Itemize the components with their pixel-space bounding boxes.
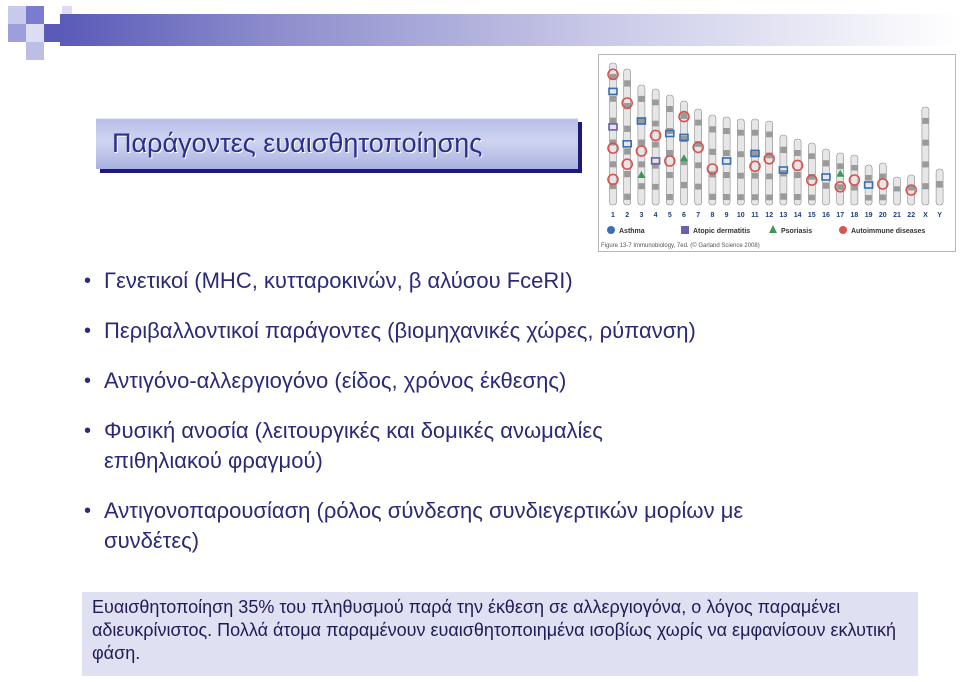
chromosome-band <box>624 80 630 86</box>
legend-psoriasis-icon <box>769 225 777 233</box>
decor-square <box>8 6 26 24</box>
bullet-text: Γενετικοί (MHC, κυτταροκινών, β αλύσου FceRI) <box>104 268 573 293</box>
chromosome-band <box>922 183 928 189</box>
bullet-dot-icon: • <box>84 320 92 342</box>
chromosome-band <box>780 193 786 199</box>
figure-caption: Figure 13-7 Immunobiology, 7ed. (© Garland Science 2008) <box>601 243 760 249</box>
chromosome-label-10: 10 <box>736 212 745 219</box>
bullet-dot-icon: • <box>84 370 92 392</box>
chromosome-band <box>922 118 928 124</box>
chromosome-band <box>922 161 928 167</box>
chromosome-band <box>695 162 701 168</box>
chromosome-band <box>667 194 673 200</box>
bullet-antigen-presentation <box>84 496 774 556</box>
decor-square <box>26 24 44 42</box>
chromosome-figure <box>598 54 956 252</box>
chromosome-band <box>752 173 758 179</box>
bullet-dot-icon: • <box>84 270 92 292</box>
chromosome-band <box>653 100 659 106</box>
chromosome-band <box>653 121 659 127</box>
chromosome-label-20: 20 <box>878 212 887 219</box>
chromosome-band <box>695 120 701 126</box>
bullet-genetic <box>84 266 904 296</box>
chromosome-band <box>880 195 886 201</box>
chromosome-band <box>738 151 744 157</box>
chromosome-label-14: 14 <box>793 212 802 219</box>
chromosome-band <box>837 184 843 190</box>
chromosome-band <box>681 182 687 188</box>
chromosome-label-13: 13 <box>779 212 788 219</box>
chromosome-label-7: 7 <box>696 212 701 219</box>
chromosome-band <box>653 184 659 190</box>
chromosome-label-16: 16 <box>822 212 830 219</box>
chromosome-band <box>638 183 644 189</box>
chromosome-band <box>738 194 744 200</box>
decor-square <box>26 42 44 60</box>
chromosome-label-6: 6 <box>682 212 686 219</box>
chromosome-label-5: 5 <box>667 212 672 219</box>
bullet-text: Φυσική ανοσία (λειτουργικές και δομικές ανωμαλίες επιθηλιακού φραγμού) <box>104 418 603 473</box>
chromosome-band <box>937 181 943 188</box>
chromosome-band <box>851 185 857 191</box>
chromosome-band <box>638 161 644 167</box>
chromosome-band <box>866 195 872 201</box>
chromosome-label-X: X <box>923 212 928 219</box>
chromosome-band <box>866 175 872 181</box>
chromosome-band <box>667 150 673 156</box>
note-box <box>82 592 918 676</box>
decor-square <box>8 24 26 42</box>
legend-autoimmune-icon <box>839 226 847 234</box>
chromosome-label-17: 17 <box>836 212 845 219</box>
chromosome-band <box>795 194 801 200</box>
note-text: Ευαισθητοποίηση 35% του πληθυσμού παρά την έκθεση σε αλλεργιογόνα, ο λόγος παραμένει αδιευκρίνιστος. Πολλά άτομα παραμένουν ευαισθητοποιημένα ισοβίως χωρίς να εμφανίσουν εκλυτική φάση. <box>92 597 897 663</box>
bullet-text: Αντιγονοπαρουσίαση (ρόλος σύνδεσης συνδιεγερτικών μορίων με συνδέτες) <box>104 498 744 553</box>
chromosome-band <box>624 194 630 200</box>
chromosome-label-3: 3 <box>639 212 644 219</box>
chromosome-band <box>724 194 730 200</box>
chromosome-17 <box>837 153 844 205</box>
chromosome-band <box>624 126 630 132</box>
chromosome-band <box>823 160 829 166</box>
chromosome-band <box>638 96 644 102</box>
chromosome-band <box>809 195 815 201</box>
chromosome-band <box>922 140 928 146</box>
chromosome-band <box>681 113 687 119</box>
chromosome-band <box>738 130 744 136</box>
bullet-innate-immunity <box>84 416 724 476</box>
bullet-dot-icon: • <box>84 500 92 522</box>
chromosome-label-Y: Y <box>937 212 942 219</box>
bullet-text: Αντιγόνο-αλλεργιογόνο (είδος, χρόνος έκθεσης) <box>104 368 567 393</box>
slide-title: Παράγοντες ευαισθητοποίησης <box>112 128 483 158</box>
chromosome-label-4: 4 <box>653 212 658 219</box>
chromosome-band <box>837 163 843 169</box>
bullet-antigen <box>84 366 904 396</box>
chromosome-band <box>724 150 730 156</box>
chromosome-band <box>724 128 730 134</box>
chromosome-band <box>766 132 772 138</box>
chromosome-band <box>851 165 857 171</box>
chromosome-label-11: 11 <box>751 212 759 219</box>
chromosome-map <box>599 55 955 251</box>
chromosome-2 <box>624 69 631 205</box>
chromosome-band <box>809 153 815 159</box>
chromosome-band <box>709 126 715 132</box>
chromosome-label-19: 19 <box>864 212 873 219</box>
header-band <box>60 14 960 46</box>
chromosome-band <box>795 150 801 156</box>
chromosome-band <box>766 195 772 201</box>
chromosome-label-8: 8 <box>710 212 715 219</box>
chromosome-band <box>795 172 801 178</box>
legend-asthma-icon <box>607 226 615 234</box>
legend-label: Atopic dermatitis <box>693 228 751 235</box>
chromosome-band <box>738 173 744 179</box>
bullet-text: Περιβαλλοντικοί παράγοντες (βιομηχανικές χώρες, ρύπανση) <box>104 318 696 343</box>
legend-atopic-dermatitis-icon <box>681 226 689 234</box>
chromosome-band <box>709 149 715 155</box>
chromosome-label-9: 9 <box>724 212 729 219</box>
chromosome-label-21: 21 <box>893 212 901 219</box>
chromosome-label-22: 22 <box>907 212 916 219</box>
chromosome-band <box>724 172 730 178</box>
chromosome-label-2: 2 <box>625 212 630 219</box>
title-box <box>96 118 578 169</box>
chromosome-band <box>709 194 715 200</box>
chromosome-label-12: 12 <box>765 212 774 219</box>
bullet-dot-icon: • <box>84 420 92 442</box>
chromosome-label-15: 15 <box>807 212 816 219</box>
chromosome-band <box>780 147 786 153</box>
chromosome-band <box>752 194 758 200</box>
chromosome-band <box>894 186 900 191</box>
chromosome-band <box>823 183 829 189</box>
chromosome-band <box>653 142 659 148</box>
chromosome-label-1: 1 <box>611 212 615 219</box>
chromosome-18 <box>851 155 858 205</box>
bullet-environmental <box>84 316 904 346</box>
chromosome-band <box>624 148 630 154</box>
legend-label: Asthma <box>619 228 645 235</box>
chromosome-band <box>695 184 701 190</box>
legend-label: Psoriasis <box>781 228 813 235</box>
decor-square <box>26 6 44 24</box>
legend-label: Autoimmune diseases <box>851 228 926 235</box>
chromosome-band <box>624 171 630 177</box>
chromosome-band <box>667 172 673 178</box>
chromosome-16 <box>823 149 830 205</box>
chromosome-band <box>610 161 616 167</box>
chromosome-band <box>752 130 758 136</box>
chromosome-band <box>610 96 616 102</box>
chromosome-band <box>638 140 644 146</box>
chromosome-band <box>667 106 673 112</box>
chromosome-label-18: 18 <box>850 212 859 219</box>
chromosome-band <box>610 118 616 124</box>
chromosome-band <box>766 174 772 180</box>
